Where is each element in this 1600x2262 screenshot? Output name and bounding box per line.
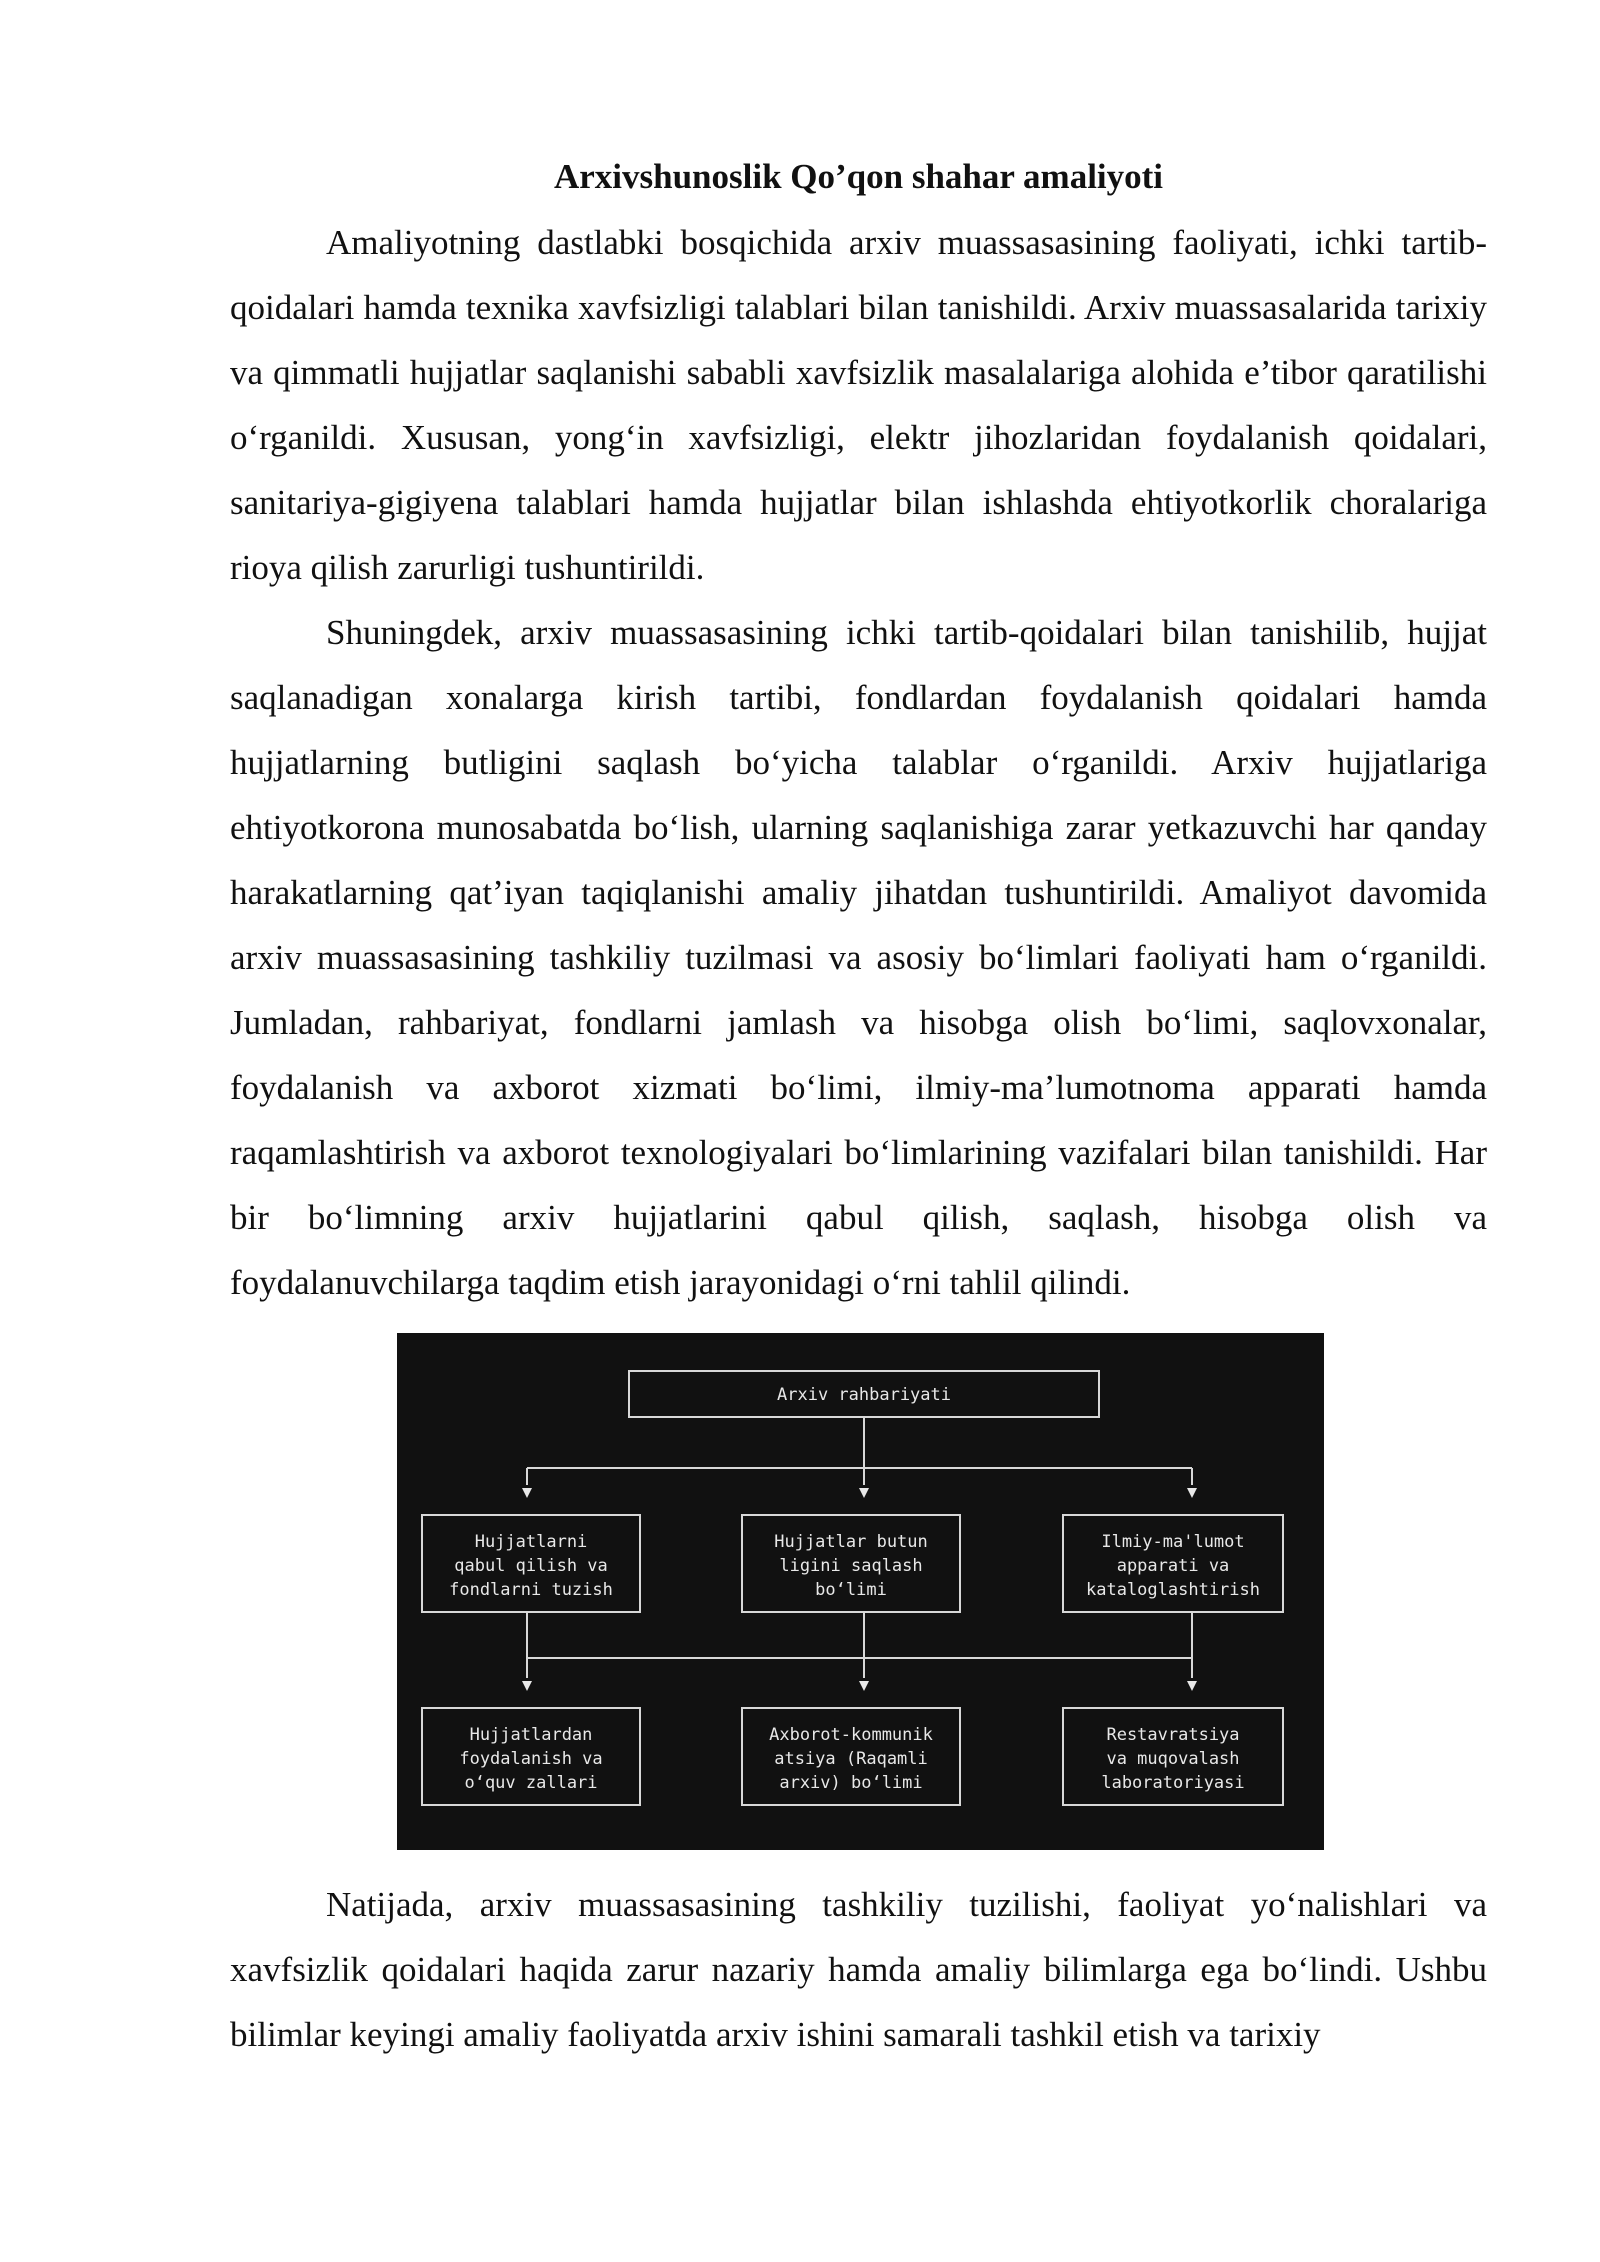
- row1-1-line2: qabul qilish va: [454, 1556, 608, 1576]
- row1-2-line2: ligini saqlash: [779, 1556, 923, 1576]
- arrow-down-icon: [859, 1488, 869, 1498]
- org-chart-figure: [397, 1333, 1324, 1850]
- paragraph-3: Natijada, arxiv muassasasining tashkiliy tuzilishi, faoliyat yo‘nalishlari va xavfsizlik qoidalari haqida zarur nazariy hamda amaliy bilimlarga ega bo‘lindi. Ushbu bilimlar keyingi amaliy faoliyatda arxiv ishini samarali tashkil etish va tarixiy: [230, 1885, 1487, 2054]
- row2-1-line1: Hujjatlardan: [469, 1725, 593, 1745]
- row2-2-line1: Axborot-kommunik: [769, 1725, 933, 1745]
- arrow-down-icon: [522, 1681, 532, 1691]
- row1-3-line2: apparati va: [1116, 1556, 1230, 1576]
- row2-2-line3: arxiv) bo‘limi: [779, 1773, 923, 1793]
- document-page: [230, 150, 1487, 2067]
- row2-3-line2: va muqovalash: [1106, 1749, 1240, 1769]
- arrow-down-icon: [1187, 1681, 1197, 1691]
- row2-1-line3: o‘quv zallari: [464, 1773, 598, 1793]
- row2-2-line2: atsiya (Raqamli: [774, 1749, 928, 1769]
- row2-3-line3: laboratoriyasi: [1101, 1773, 1245, 1793]
- paragraph-2: Shuningdek, arxiv muassasasining ichki tartib-qoidalari bilan tanishilib, hujjat saqlanadigan xonalarga kirish tartibi, fondlardan foydalanish qoidalari hamda hujjatlarning butligini saqlash bo‘yicha talablar o‘rganildi. Arxiv hujjatlariga ehtiyotkorona munosabatda bo‘lish, ularning saqlanishiga zarar yetkazuvchi har qanday harakatlarning qat’iyan taqiqlanishi amaliy jihatdan tushuntirildi. Amaliyot davomida arxiv muassasasining tashkiliy tuzilmasi va asosiy bo‘limlari faoliyati ham o‘rganildi. Jumladan, rahbariyat, fondlarni jamlash va hisobga olish bo‘limi, saqlovxonalar, foydalanish va axborot xizmati bo‘limi, ilmiy-ma’lumotnoma apparati hamda raqamlashtirish va axborot texnologiyalari bo‘limlarining vazifalari bilan tanishildi. Har bir bo‘limning arxiv hujjatlarini qabul qilish, saqlash, hisobga olish va foydalanuvchilarga taqdim etish jarayonidagi o‘rni tahlil qilindi.: [230, 613, 1487, 1302]
- arrow-down-icon: [1187, 1488, 1197, 1498]
- row1-1-line1: Hujjatlarni: [474, 1532, 588, 1552]
- document-title: Arxivshunoslik Qo’qon shahar amaliyoti: [553, 157, 1164, 196]
- row1-3-line1: Ilmiy-ma'lumot: [1101, 1532, 1245, 1552]
- arrow-down-icon: [522, 1488, 532, 1498]
- arrow-down-icon: [859, 1681, 869, 1691]
- row1-1-line3: fondlarni tuzish: [449, 1580, 613, 1600]
- row1-2-line3: bo‘limi: [815, 1580, 887, 1600]
- org-chart-diagram: [397, 1333, 1324, 1850]
- row1-3-line3: kataloglashtirish: [1086, 1580, 1260, 1600]
- paragraph-1: Amaliyotning dastlabki bosqichida arxiv muassasasining faoliyati, ichki tartib-qoidalari hamda texnika xavfsizligi talablari bilan tanishildi. Arxiv muassasalarida tarixiy va qimmatli hujjatlar saqlanishi sababli xavfsizlik masalalariga alohida e’tibor qaratilishi o‘rganildi. Xususan, yong‘in xavfsizligi, elektr jihozlaridan foydalanish qoidalari, sanitariya-gigiyena talablari hamda hujjatlar bilan ishlashda ehtiyotkorlik choralariga rioya qilish zarurligi tushuntirildi.: [230, 223, 1487, 587]
- row1-2-line1: Hujjatlar butun: [774, 1532, 928, 1552]
- row2-1-line2: foydalanish va: [459, 1749, 603, 1769]
- root-label: Arxiv rahbariyati: [777, 1385, 951, 1405]
- row2-3-line1: Restavratsiya: [1106, 1725, 1240, 1745]
